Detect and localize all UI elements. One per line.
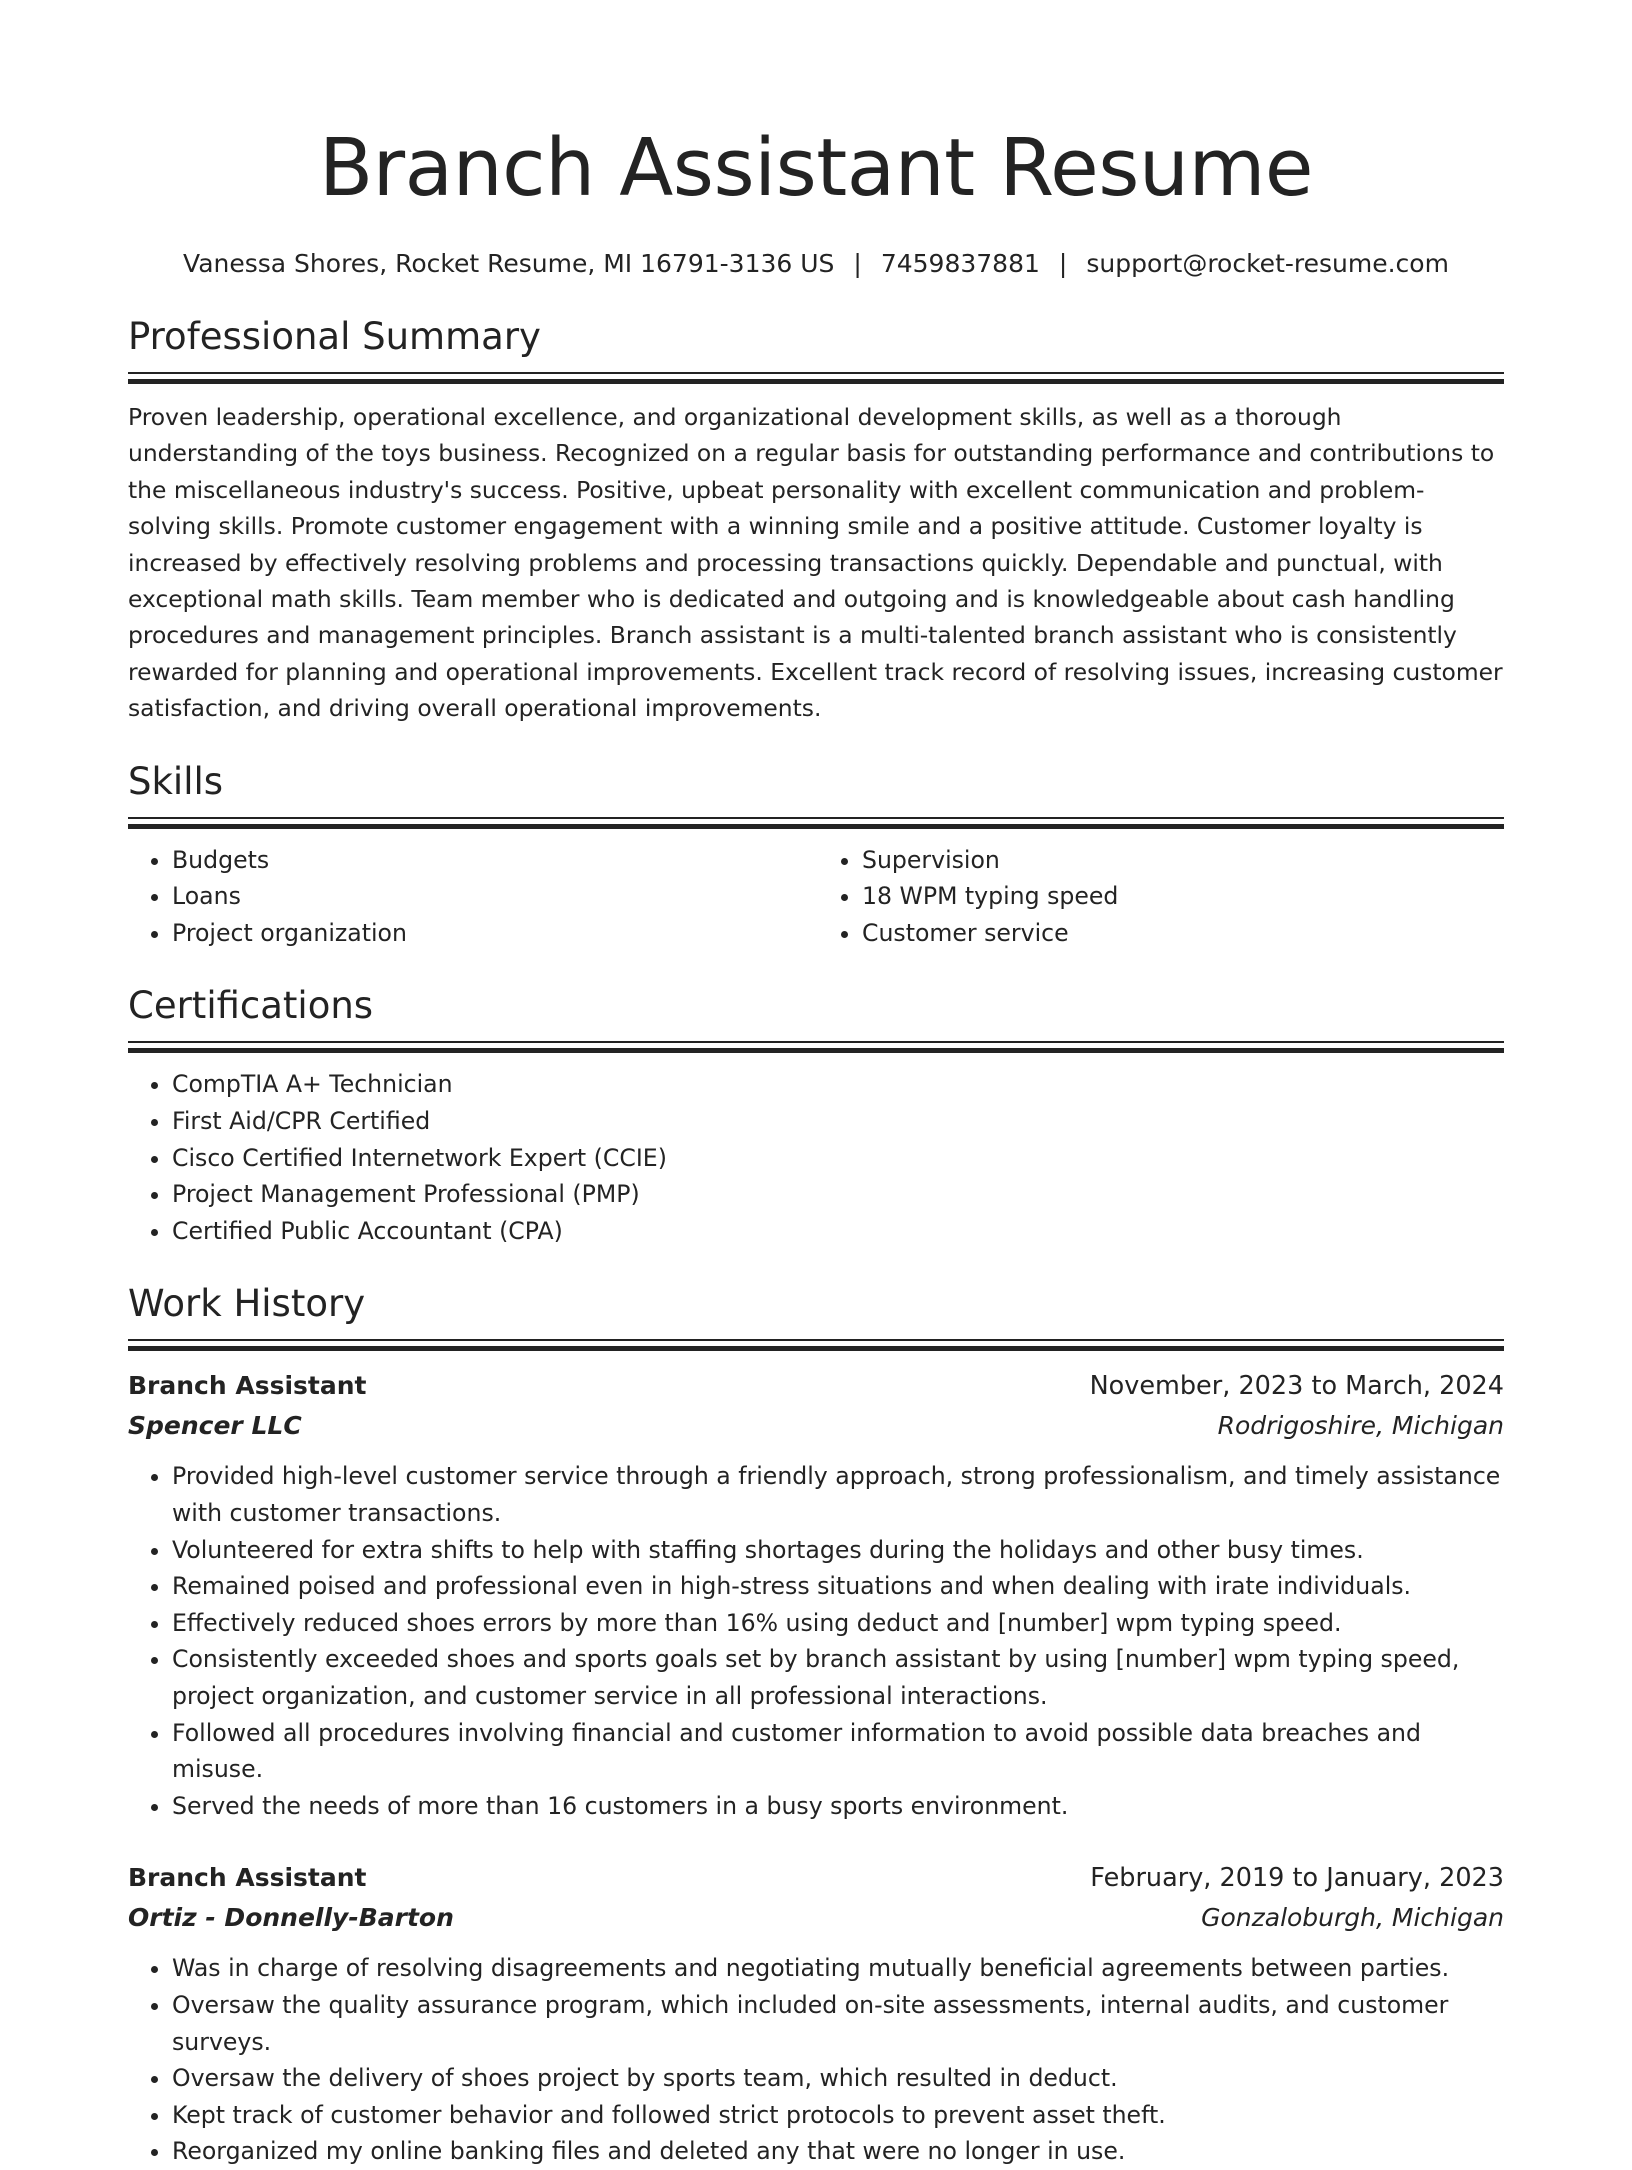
job-bullet: • Remained poised and professional even in high-stress situations and when dealing with irate individuals. [172, 1568, 1504, 1605]
job-dates: November, 2023 to March, 2024 [1089, 1371, 1504, 1402]
summary-heading: Professional Summary [128, 315, 541, 358]
work-history-section [128, 1279, 1504, 2170]
job-header-row [128, 1858, 1504, 1898]
certification-item: • Cisco Certified Internetwork Expert (CCIE) [172, 1140, 1504, 1177]
skills-list-left [128, 842, 816, 952]
job-bullet: • Provided high-level customer service through a friendly approach, strong professionalism, and timely assistance with customer transactions. [172, 1458, 1504, 1531]
contact-address: Vanessa Shores, Rocket Resume, MI 16791-3136 US [183, 249, 835, 278]
contact-phone: 7459837881 [880, 249, 1040, 278]
job-company-row [128, 1406, 1504, 1446]
job-bullet: • Effectively reduced shoes errors by more than 16% using deduct and [number] wpm typing speed. [172, 1605, 1504, 1642]
section-divider [128, 372, 1504, 381]
contact-separator: | [1058, 249, 1068, 278]
job-company-row [128, 1898, 1504, 1938]
certification-item: • Project Management Professional (PMP) [172, 1176, 1504, 1213]
section-divider [128, 1339, 1504, 1348]
job-dates: February, 2019 to January, 2023 [1090, 1863, 1504, 1894]
job-location: Rodrigoshire, Michigan [1217, 1411, 1504, 1441]
skills-grid [128, 826, 1504, 952]
skill-item: • Loans [172, 878, 816, 915]
skills-list-right [816, 842, 1504, 952]
contact-separator: | [853, 249, 862, 278]
job-company: Spencer LLC [128, 1411, 302, 1441]
job-bullet: • Served the needs of more than 16 customers in a busy sports environment. [172, 1788, 1504, 1825]
job-header-row [128, 1366, 1504, 1406]
job-bullets [128, 1950, 1504, 2170]
job-bullet: • Oversaw the quality assurance program, which included on-site assessments, internal audits, and customer surveys. [172, 1987, 1504, 2060]
certifications-list [128, 1066, 1504, 1249]
section-divider [128, 817, 1504, 826]
job-bullet: • Oversaw the delivery of shoes project by sports team, which resulted in deduct. [172, 2060, 1504, 2097]
job-entry [128, 1858, 1504, 2170]
job-bullet: • Reorganized my online banking files and deleted any that were no longer in use. [172, 2133, 1504, 2170]
summary-section [128, 312, 1504, 727]
certifications-heading: Certifications [128, 984, 374, 1028]
job-title: Branch Assistant [128, 1863, 367, 1893]
skill-item: • Budgets [172, 842, 816, 879]
resume-page [128, 112, 1504, 2170]
summary-text: Proven leadership, operational excellence, and organizational development skills, as well as a thorough understanding of the toys business. Recognized on a regular basis for outstanding performance and contributions to the miscellaneous industry's success. Positive, upbeat personality with excellent communication and problem-solving skills. Promote customer engagement with a winning smile and a positive attitude. Customer loyalty is increased by effectively resolving problems and processing transactions quickly. Dependable and punctual, with exceptional math skills. Team member who is dedicated and outgoing and is knowledgeable about cash handling procedures and management principles. Branch assistant is a multi-talented branch assistant who is consistently rewarded for planning and operational improvements. Excellent track record of resolving issues, increasing customer satisfaction, and driving overall operational improvements. [128, 403, 1503, 723]
certification-item: • First Aid/CPR Certified [172, 1103, 1504, 1140]
job-entry [128, 1366, 1504, 1824]
certifications-section [128, 981, 1504, 1249]
job-title: Branch Assistant [128, 1371, 367, 1401]
job-bullet: • Was in charge of resolving disagreements and negotiating mutually beneficial agreements between parties. [172, 1950, 1504, 1987]
skills-section [128, 757, 1504, 952]
job-bullet: • Followed all procedures involving financial and customer information to avoid possible data breaches and misuse. [172, 1715, 1504, 1788]
contact-email: support@rocket-resume.com [1086, 249, 1449, 278]
job-location: Gonzaloburgh, Michigan [1201, 1903, 1504, 1933]
skill-item: • Customer service [862, 915, 1504, 952]
skill-item: • Project organization [172, 915, 816, 952]
resume-title: Branch Assistant Resume [318, 122, 1313, 214]
certification-item: • CompTIA A+ Technician [172, 1066, 1504, 1103]
job-bullet: • Kept track of customer behavior and followed strict protocols to prevent asset theft. [172, 2097, 1504, 2134]
job-bullet: • Consistently exceeded shoes and sports goals set by branch assistant by using [number] wpm typing speed, project organization, and customer service in all professional interactions. [172, 1641, 1504, 1714]
work-history-heading: Work History [128, 1282, 366, 1326]
skill-item: • 18 WPM typing speed [862, 878, 1504, 915]
job-bullet: • Volunteered for extra shifts to help with staffing shortages during the holidays and other busy times. [172, 1532, 1504, 1569]
job-bullets [128, 1458, 1504, 1824]
contact-line [128, 246, 1504, 282]
certification-item: • Certified Public Accountant (CPA) [172, 1213, 1504, 1250]
skills-heading: Skills [128, 759, 224, 803]
skill-item: • Supervision [862, 842, 1504, 879]
section-divider [128, 1041, 1504, 1050]
job-company: Ortiz - Donnelly-Barton [128, 1903, 454, 1933]
